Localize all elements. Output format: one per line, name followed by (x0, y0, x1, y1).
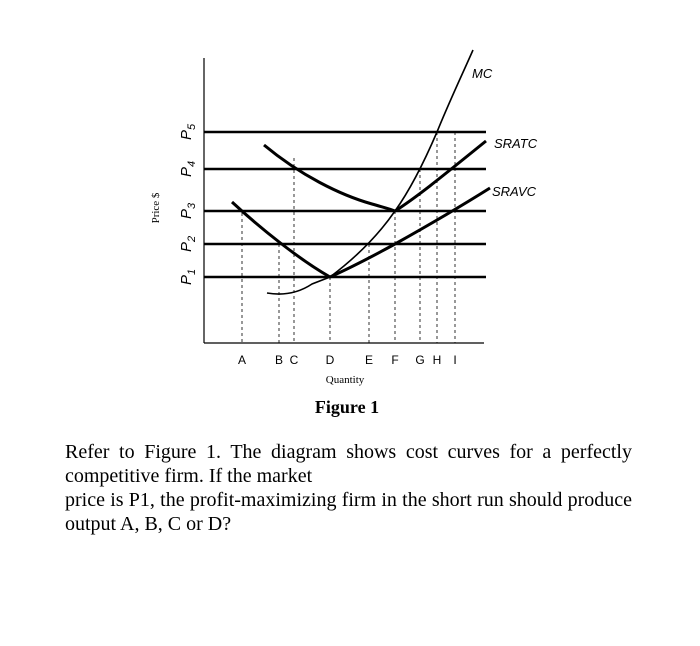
svg-text:P5: $P_5$ (178, 123, 198, 140)
y-axis-title (150, 192, 162, 223)
tick-label-f: F (391, 353, 399, 367)
tick-label-e: E (364, 353, 374, 367)
question-line-2: price is P1, the profit-maximizing firm in the short run should produce output A, B, C or D? (65, 489, 632, 535)
tick-label-d: D (325, 353, 335, 367)
price-label-p4 (178, 161, 198, 177)
x-axis-title: Quantity (325, 374, 365, 386)
question-line-1: Refer to Figure 1. The diagram shows cost curves for a perfectly competitive firm. If the market (65, 441, 632, 487)
svg-text:P2: $P_2$ (178, 235, 198, 252)
mc-label: MC (472, 66, 493, 81)
price-label-p5 (178, 123, 198, 140)
svg-text:P4: $P_4$ (178, 160, 198, 177)
sravc-label: SRAVC (492, 184, 537, 199)
tick-label-i: I (453, 353, 457, 367)
tick-label-c: C (289, 353, 299, 367)
price-label-p3 (178, 202, 198, 219)
price-label-p2 (178, 236, 198, 252)
tick-label-a: A (237, 353, 247, 367)
question-text (65, 440, 632, 536)
tick-label-g: G (415, 353, 425, 367)
svg-text:P1: $P_1$ (178, 268, 198, 285)
sratc-label: SRATC (494, 136, 538, 151)
svg-text:P3: $P_3$ (178, 202, 198, 219)
tick-label-h: H (432, 353, 442, 367)
tick-label-b: B (274, 353, 284, 367)
price-label-p1 (178, 269, 198, 285)
sratc-curve (264, 141, 486, 211)
figure-caption: Figure 1 (314, 397, 380, 417)
svg-text:Price $: Price $ (150, 192, 162, 224)
